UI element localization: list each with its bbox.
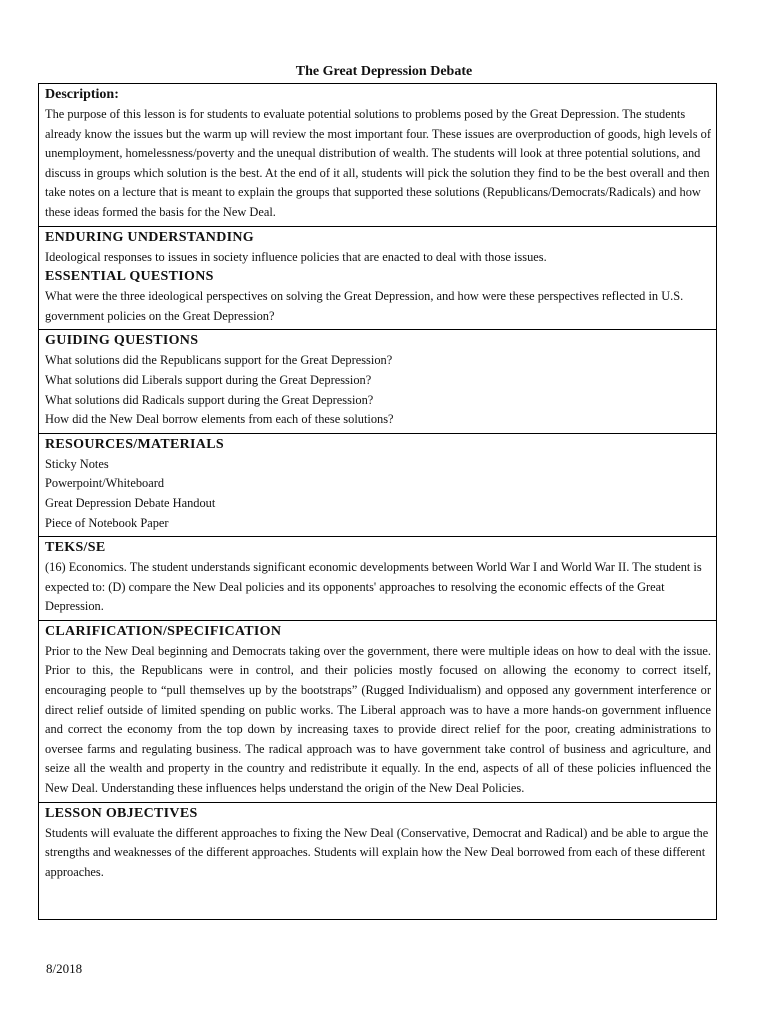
teks-text: (16) Economics. The student understands significant economic developments between World War I and World War II. The student is expected to: (D) compare the New Deal policies and its opponents' approaches to resolving the economic effects of the Great Depression.: [45, 560, 702, 614]
lesson-plan-table: [38, 83, 717, 920]
footer-date: 8/2018: [46, 961, 83, 976]
enduring-understanding-heading: ENDURING UNDERSTANDING: [45, 229, 254, 245]
guiding-questions-section: [39, 330, 717, 433]
guiding-questions-heading: GUIDING QUESTIONS: [45, 333, 199, 349]
understanding-questions-section: [39, 226, 717, 330]
teks-section: [39, 537, 717, 621]
resource-item: Great Depression Debate Handout: [45, 495, 216, 510]
objectives-heading: LESSON OBJECTIVES: [45, 805, 198, 821]
enduring-understanding-text: Ideological responses to issues in society influence policies that are enacted to deal with those issues.: [45, 249, 547, 264]
essential-questions-text: What were the three ideological perspectives on solving the Great Depression, and how were these perspectives reflected in U.S. government policies on the Great Depression?: [45, 289, 684, 323]
guiding-question-item: What solutions did Liberals support during the Great Depression?: [45, 372, 372, 387]
objectives-section: [39, 802, 717, 919]
resource-item: Sticky Notes: [45, 456, 109, 471]
teks-heading: TEKS/SE: [45, 540, 106, 556]
description-section: [39, 84, 717, 227]
guiding-question-item: What solutions did the Republicans support for the Great Depression?: [45, 353, 393, 368]
resources-heading: RESOURCES/MATERIALS: [45, 436, 224, 452]
clarification-text: Prior to the New Deal beginning and Democrats taking over the government, there were multiple ideas on how to deal with the issue. Prior to this, the Republicans were in control, and their policies mostly focused on allowing the economy to correct itself, encouraging people to “pull themselves up by the bootstraps” (Rugged Individualism) and opposed any government interference or direct relief outside of limited spending on public works. The Liberal approach was to have a more hands-on government influence and correct the economy from the top down by increasing taxes to provide direct relief for the poor, creating administrations to oversee farms and regulating business. The radical approach was to have government take control of business and agriculture, and seize all the wealth and property in the country and redistribute it equally. In the end, aspects of all of these policies influenced the New Deal. Understanding these influences helps understand the origin of the New Deal Policies.: [45, 643, 711, 796]
resources-section: [39, 433, 717, 536]
guiding-question-item: What solutions did Radicals support during the Great Depression?: [45, 392, 374, 407]
resource-item: Piece of Notebook Paper: [45, 515, 169, 530]
clarification-heading: CLARIFICATION/SPECIFICATION: [45, 623, 282, 639]
description-heading: Description:: [45, 87, 119, 102]
clarification-section: [39, 620, 717, 802]
guiding-question-item: How did the New Deal borrow elements from each of these solutions?: [45, 412, 394, 427]
essential-questions-heading: ESSENTIAL QUESTIONS: [45, 269, 214, 285]
resource-item: Powerpoint/Whiteboard: [45, 476, 165, 491]
document-title: The Great Depression Debate: [295, 64, 473, 79]
description-text: The purpose of this lesson is for students to evaluate potential solutions to problems posed by the Great Depression. The students already know the issues but the warm up will review the most important four. These issues are overproduction of goods, high levels of unemployment, homelessness/poverty and the unequal distribution of wealth. The students will look at three potential solutions, and discuss in groups which solution is the best. At the end of it all, students will pick the solution they find to be the best overall and then take notes on a lecture that is meant to explain the groups that supported these solutions (Republicans/Democrats/Radicals) and how these ideas formed the basis for the New Deal.: [45, 107, 711, 219]
objectives-text: Students will evaluate the different approaches to fixing the New Deal (Conservative, Democrat and Radical) and be able to argue the strengths and weaknesses of the different approaches. Students will explain how the New Deal borrowed from each of these different approaches.: [45, 825, 709, 879]
